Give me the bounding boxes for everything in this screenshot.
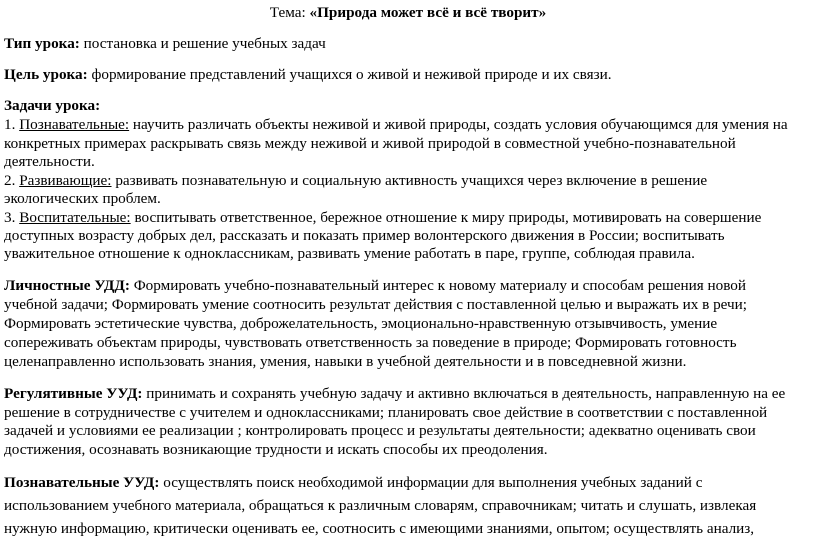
- personal-uud-line-5: целенаправленно использовать знания, умения, навыки в учебной деятельности и в повседневной жизни.: [4, 353, 687, 370]
- task-educational-name: Воспитательные:: [19, 209, 131, 226]
- lesson-goal-text: формирование представлений учащихся о живой и неживой природе и их связи.: [87, 66, 612, 83]
- lesson-type: [4, 34, 326, 53]
- cognitive-uud-line-3: нужную информацию, критически оценивать ее, соотносить с имеющими знаниями, опытом; осуществлять анализ,: [4, 520, 755, 537]
- task-educational-line-2: доступных возрасту добрых дел, рассказать и показать пример волонтерского движения в России; воспитывать: [4, 227, 725, 244]
- task-number: 3.: [4, 209, 20, 226]
- regulatory-uud-line-1: [4, 384, 785, 403]
- lesson-type-label: Тип урока:: [4, 35, 80, 52]
- personal-uud-line-4: сопереживать объектам природы, чувствовать ответственность за поведение в природе; Формировать готовность: [4, 334, 737, 351]
- regulatory-uud-label: Регулятивные УУД:: [4, 385, 143, 402]
- task-text: воспитывать ответственное, бережное отношение к миру природы, мотивировать на совершение: [130, 209, 762, 226]
- task-number: 1.: [4, 116, 20, 133]
- cognitive-uud-line-2: использованием учебного материала, обращаться к различным словарям, справочникам; читать и слушать, извлекая: [4, 497, 757, 514]
- task-developing-line-2: экологических проблем.: [4, 190, 161, 207]
- tasks-heading: Задачи урока:: [4, 97, 101, 114]
- task-developing-line-1: [4, 171, 707, 190]
- personal-uud-label: Личностные УДД:: [4, 277, 130, 294]
- task-educational-line-3: уважительное отношение к одноклассникам, развивать умение работать в паре, группе, соблюдая правила.: [4, 245, 695, 262]
- task-cognitive-line-1: [4, 115, 788, 134]
- personal-uud-text: Формировать учебно-познавательный интерес к новому материалу и способам решения новой: [129, 277, 747, 294]
- topic-heading: [0, 3, 816, 22]
- lesson-goal-label: Цель урока:: [4, 66, 88, 83]
- topic-title: «Природа может всё и всё творит»: [309, 4, 547, 21]
- lesson-goal: [4, 65, 612, 84]
- personal-uud-line-2: учебной задачи; Формировать умение соотносить результат действия с поставленной целью и выражать их в речи;: [4, 296, 748, 313]
- task-text: научить различать объекты неживой и живой природы, создать условия обучающимся для умения на: [129, 116, 788, 133]
- task-text: развивать познавательную и социальную активность учащихся через включение в решение: [111, 172, 708, 189]
- task-educational-line-1: [4, 208, 761, 227]
- personal-uud-line-3: Формировать эстетические чувства, доброжелательность, эмоционально-нравственную отзывчивость, умение: [4, 315, 718, 332]
- task-developing-name: Развивающие:: [19, 172, 112, 189]
- regulatory-uud-line-2: решение в сотрудничестве с учителем и одноклассниками; планировать свое действие в соответствии с поставленной: [4, 404, 768, 421]
- task-number: 2.: [4, 172, 20, 189]
- regulatory-uud-text: принимать и сохранять учебную задачу и активно включаться в деятельность, направленную на ее: [142, 385, 786, 402]
- task-cognitive-line-3: деятельности.: [4, 153, 95, 170]
- regulatory-uud-line-4: достижения, осознавать возникающие трудности и искать способы их преодоления.: [4, 441, 548, 458]
- cognitive-uud-label: Познавательные УУД:: [4, 474, 160, 491]
- lesson-type-text: постановка и решение учебных задач: [79, 35, 326, 52]
- task-cognitive-line-2: конкретных примерах раскрывать связь между неживой и живой природой в совместной учебно-познавательной: [4, 135, 736, 152]
- personal-uud-line-1: [4, 276, 746, 295]
- cognitive-uud-line-1: [4, 473, 702, 492]
- regulatory-uud-line-3: задачей и условиями ее реализации ; контролировать процесс и результаты деятельности; адекватно оценивать свои: [4, 422, 756, 439]
- topic-label: Тема:: [269, 4, 306, 21]
- cognitive-uud-text: осуществлять поиск необходимой информации для выполнения учебных заданий с: [159, 474, 703, 491]
- task-cognitive-name: Познавательные:: [19, 116, 130, 133]
